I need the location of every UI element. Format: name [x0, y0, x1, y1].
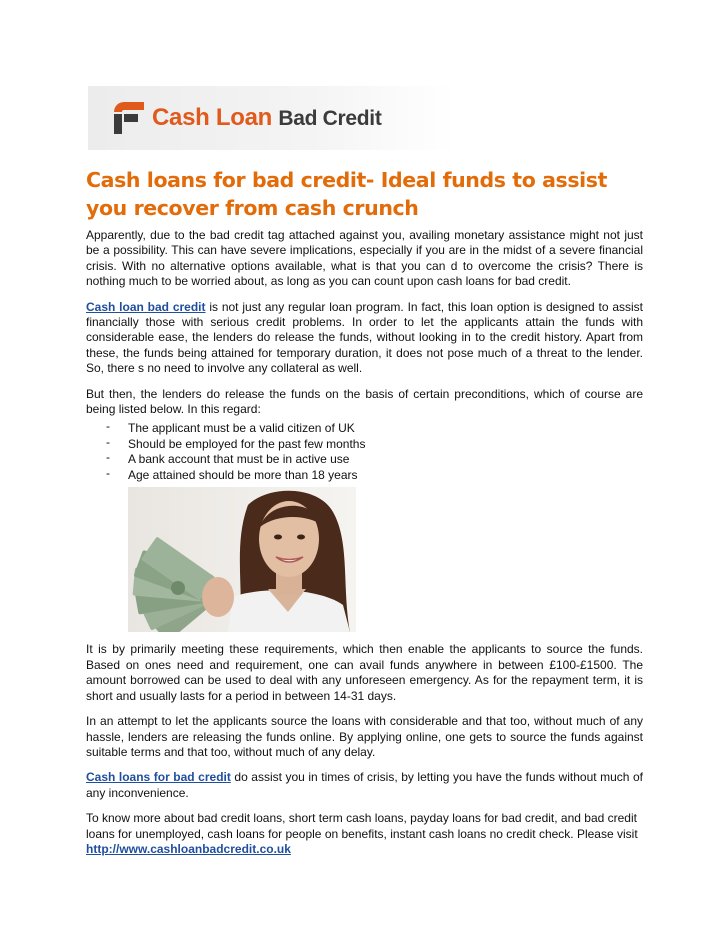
paragraph-funds-range: It is by primarily meeting these requirements, which then enable the applicants to source the funds. Based on ones need and requirement, one can avail funds anywhere in between £100-£1500. The amount borrowed can be used to deal with any unforeseen emergency. As for the repayment term, it is short and usually lasts for a period in between 14-31 days. [86, 642, 643, 703]
article [86, 166, 643, 867]
paragraph-crisis-help [86, 770, 643, 801]
list-item: - A bank account that must be in active use [106, 450, 350, 467]
paragraph-online-application: In an attempt to let the applicants source the loans with considerable and that too, without much of any hassle, lenders are releasing the funds online. By applying online, one gets to source the funds against suitable terms and that too, without much of any delay. [86, 714, 643, 759]
link-cash-loans-for-bad-credit[interactable]: Cash loans for bad credit [86, 770, 231, 785]
bullet-dash: - [106, 450, 110, 465]
paragraph-more-info [86, 811, 643, 857]
link-cash-loan-bad-credit[interactable]: Cash loan bad credit [86, 299, 206, 314]
list-item: - Should be employed for the past few months [106, 434, 366, 451]
woman-holding-money-photo [128, 487, 356, 632]
bullet-dash: - [106, 465, 110, 480]
paragraph-intro: Apparently, due to the bad credit tag attached against you, availing monetary assistance might not just be a possibility. This can have severe implications, especially if you are in the midst of a severe financial crisis. With no alternative options available, what is that you can d to overcome the crisis? There is nothing much to be worried about, as long as you can count upon cash loans for bad credit. [86, 228, 643, 289]
bullet-dash: - [106, 419, 110, 434]
bullet-dash: - [106, 434, 110, 449]
logo-text [152, 104, 382, 132]
paragraph-more-info-text: To know more about bad credit loans, short term cash loans, payday loans for bad credit, and bad credit loans for unemployed, cash loans for people on benefits, instant cash loans no credit check. Please visit [86, 811, 638, 841]
article-heading: Cash loans for bad credit- Ideal funds to assist you recover from cash crunch [86, 168, 607, 220]
paragraph-crisis-help-text: do assist you in times of crisis, by letting you have the funds without much of any inconvenience. [86, 770, 644, 800]
link-website-url[interactable]: http://www.cashloanbadcredit.co.uk [86, 841, 291, 856]
logo-mark-icon [110, 100, 146, 136]
paragraph-loan-description [86, 300, 643, 377]
site-logo [88, 86, 456, 150]
requirements-list [86, 421, 643, 483]
photo-illustration-icon [128, 487, 356, 632]
list-item: - Age attained should be more than 18 years [106, 465, 358, 482]
list-item: - The applicant must be a valid citizen of UK [106, 419, 355, 436]
logo-word-bad-credit: Bad Credit [278, 107, 382, 130]
paragraph-loan-description-text: is not just any regular loan program. In fact, this loan option is designed to assist financially those with serious credit problems. In order to let the applicants attain the funds with considerable ease, the lenders do release the funds, without looking in to the credit history. Apart from these, the funds being attained for temporary duration, it does not pose much of a threat to the lender. So, there s no need to involve any collateral as well. [86, 299, 643, 376]
paragraph-preconditions: But then, the lenders do release the funds on the basis of certain preconditions, which of course are being listed below. In this regard: [86, 386, 643, 417]
logo-word-cash-loan: Cash Loan [152, 104, 272, 131]
